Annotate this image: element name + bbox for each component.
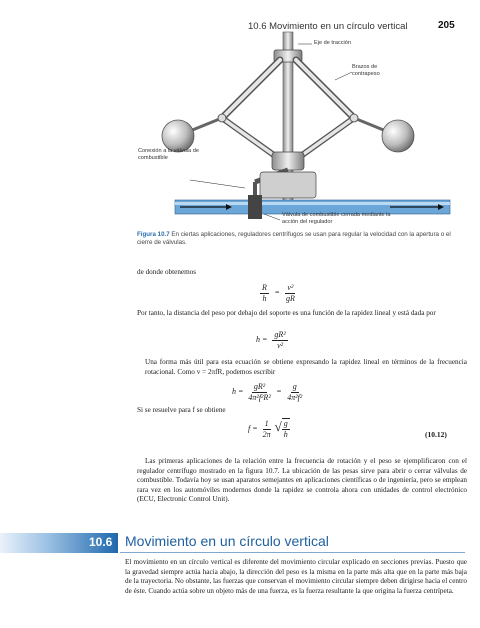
page-number: 205 (438, 20, 455, 31)
equation-1 (260, 283, 295, 304)
paragraph-6: El movimiento en un círculo vertical es diferente del movimiento circular explicado en secciones previas. Puesto que la gravedad siempre actúa hacia abajo, la dirección del peso es la misma en la parte más alta que en la parte más baja de la trayectoria. No obstante, las fuerzas que conservan el movimiento circular siempre deben dirigirse hacia el centro de éste. Cuando actúa sobre un objeto más de una fuerza, es la fuerza resultante la que origina la fuerza centrípeta. (125, 558, 467, 595)
label-brazos-contrapeso: Brazos de contrapeso (352, 64, 380, 77)
eq3-num2: g (292, 382, 297, 391)
counterweight-ball-right (382, 120, 414, 152)
governor-illustration (120, 30, 460, 230)
equation-3 (232, 382, 302, 403)
eq2-den: v² (277, 341, 284, 350)
eq2-lhs: h = (256, 335, 268, 345)
section-divider (120, 552, 465, 553)
eq3-lhs: h = (232, 387, 244, 397)
paragraph-1: de donde obtenemos (137, 268, 197, 276)
eq2-num: gR² (274, 330, 286, 339)
label-conexion-valvula: Conexión a la válvula de combustible (138, 148, 199, 161)
sliding-sleeve (272, 152, 304, 170)
paragraph-2: Por tanto, la distancia del peso por debajo del soporte es una función de la rapidez lineal y está dada por (137, 309, 436, 317)
paragraph-4: Si se resuelve para f se obtiene (137, 406, 226, 414)
equation-number: (10.12) (425, 430, 447, 439)
paragraph-3: Una forma más útil para esta ecuación se obtiene expresando la rapidez lineal en términos de la frecuencia rotacional. Como v = 2πfR, podemos escribir (145, 358, 467, 376)
eq4-sqrt-num: g (283, 419, 288, 428)
figure-caption (137, 231, 455, 247)
equation-4 (248, 418, 290, 440)
eq4-sqrt-den: h (283, 430, 288, 439)
eq4-lhs: f = (248, 423, 258, 433)
eq4-den: 2π (262, 429, 271, 439)
caption-text: En ciertas aplicaciones, reguladores centrífugos se usan para regular la velocidad con la apertura o el cierre de válvulas. (137, 231, 451, 246)
caption-label: Figura 10.7 (137, 231, 170, 238)
eq1-lhs-num: R (262, 283, 267, 292)
fuel-valve (248, 195, 262, 219)
section-number: 10.6 (89, 535, 113, 549)
sqrt-sign: √ (274, 418, 282, 434)
eq3-equals: = (276, 387, 282, 397)
eq3-den2: 4π²f² (287, 393, 303, 402)
eq1-rhs-den: gR (285, 294, 295, 303)
eq1-rhs-num: v² (287, 283, 294, 292)
label-valvula-cerrada: Válvula de combustible cerrada mediante la acción del regulador (282, 212, 391, 225)
eq3-num1: gR² (253, 382, 266, 391)
section-title: Movimiento en un círculo vertical (125, 533, 329, 549)
eq1-lhs-den: h (262, 294, 267, 303)
base-housing (260, 172, 316, 198)
eq4-num: 1 (264, 418, 269, 428)
eq3-den1: 4π²f²R² (248, 393, 271, 402)
label-eje-traccion: Eje de tracción (314, 40, 352, 46)
running-header-title: 10.6 Movimiento en un círculo vertical (248, 21, 408, 32)
paragraph-5: Las primeras aplicaciones de la relación entre la frecuencia de rotación y el peso se ejemplificaron con el regulador centrífugo mostrado en la figura 10.7. La ubicación de las pesas sirve para abrir o cerrar válvulas de combustible. Todavía hoy se usan aparatos semejantes en aplicaciones científicas o de ingeniería, pero se emplean rara vez en los automóviles modernos donde la rapidez se controla ahora con unidades de control electrónico (ECU, Electronic Control Unit). (137, 457, 467, 504)
eq1-equals: = (274, 288, 280, 298)
equation-2 (256, 330, 288, 351)
